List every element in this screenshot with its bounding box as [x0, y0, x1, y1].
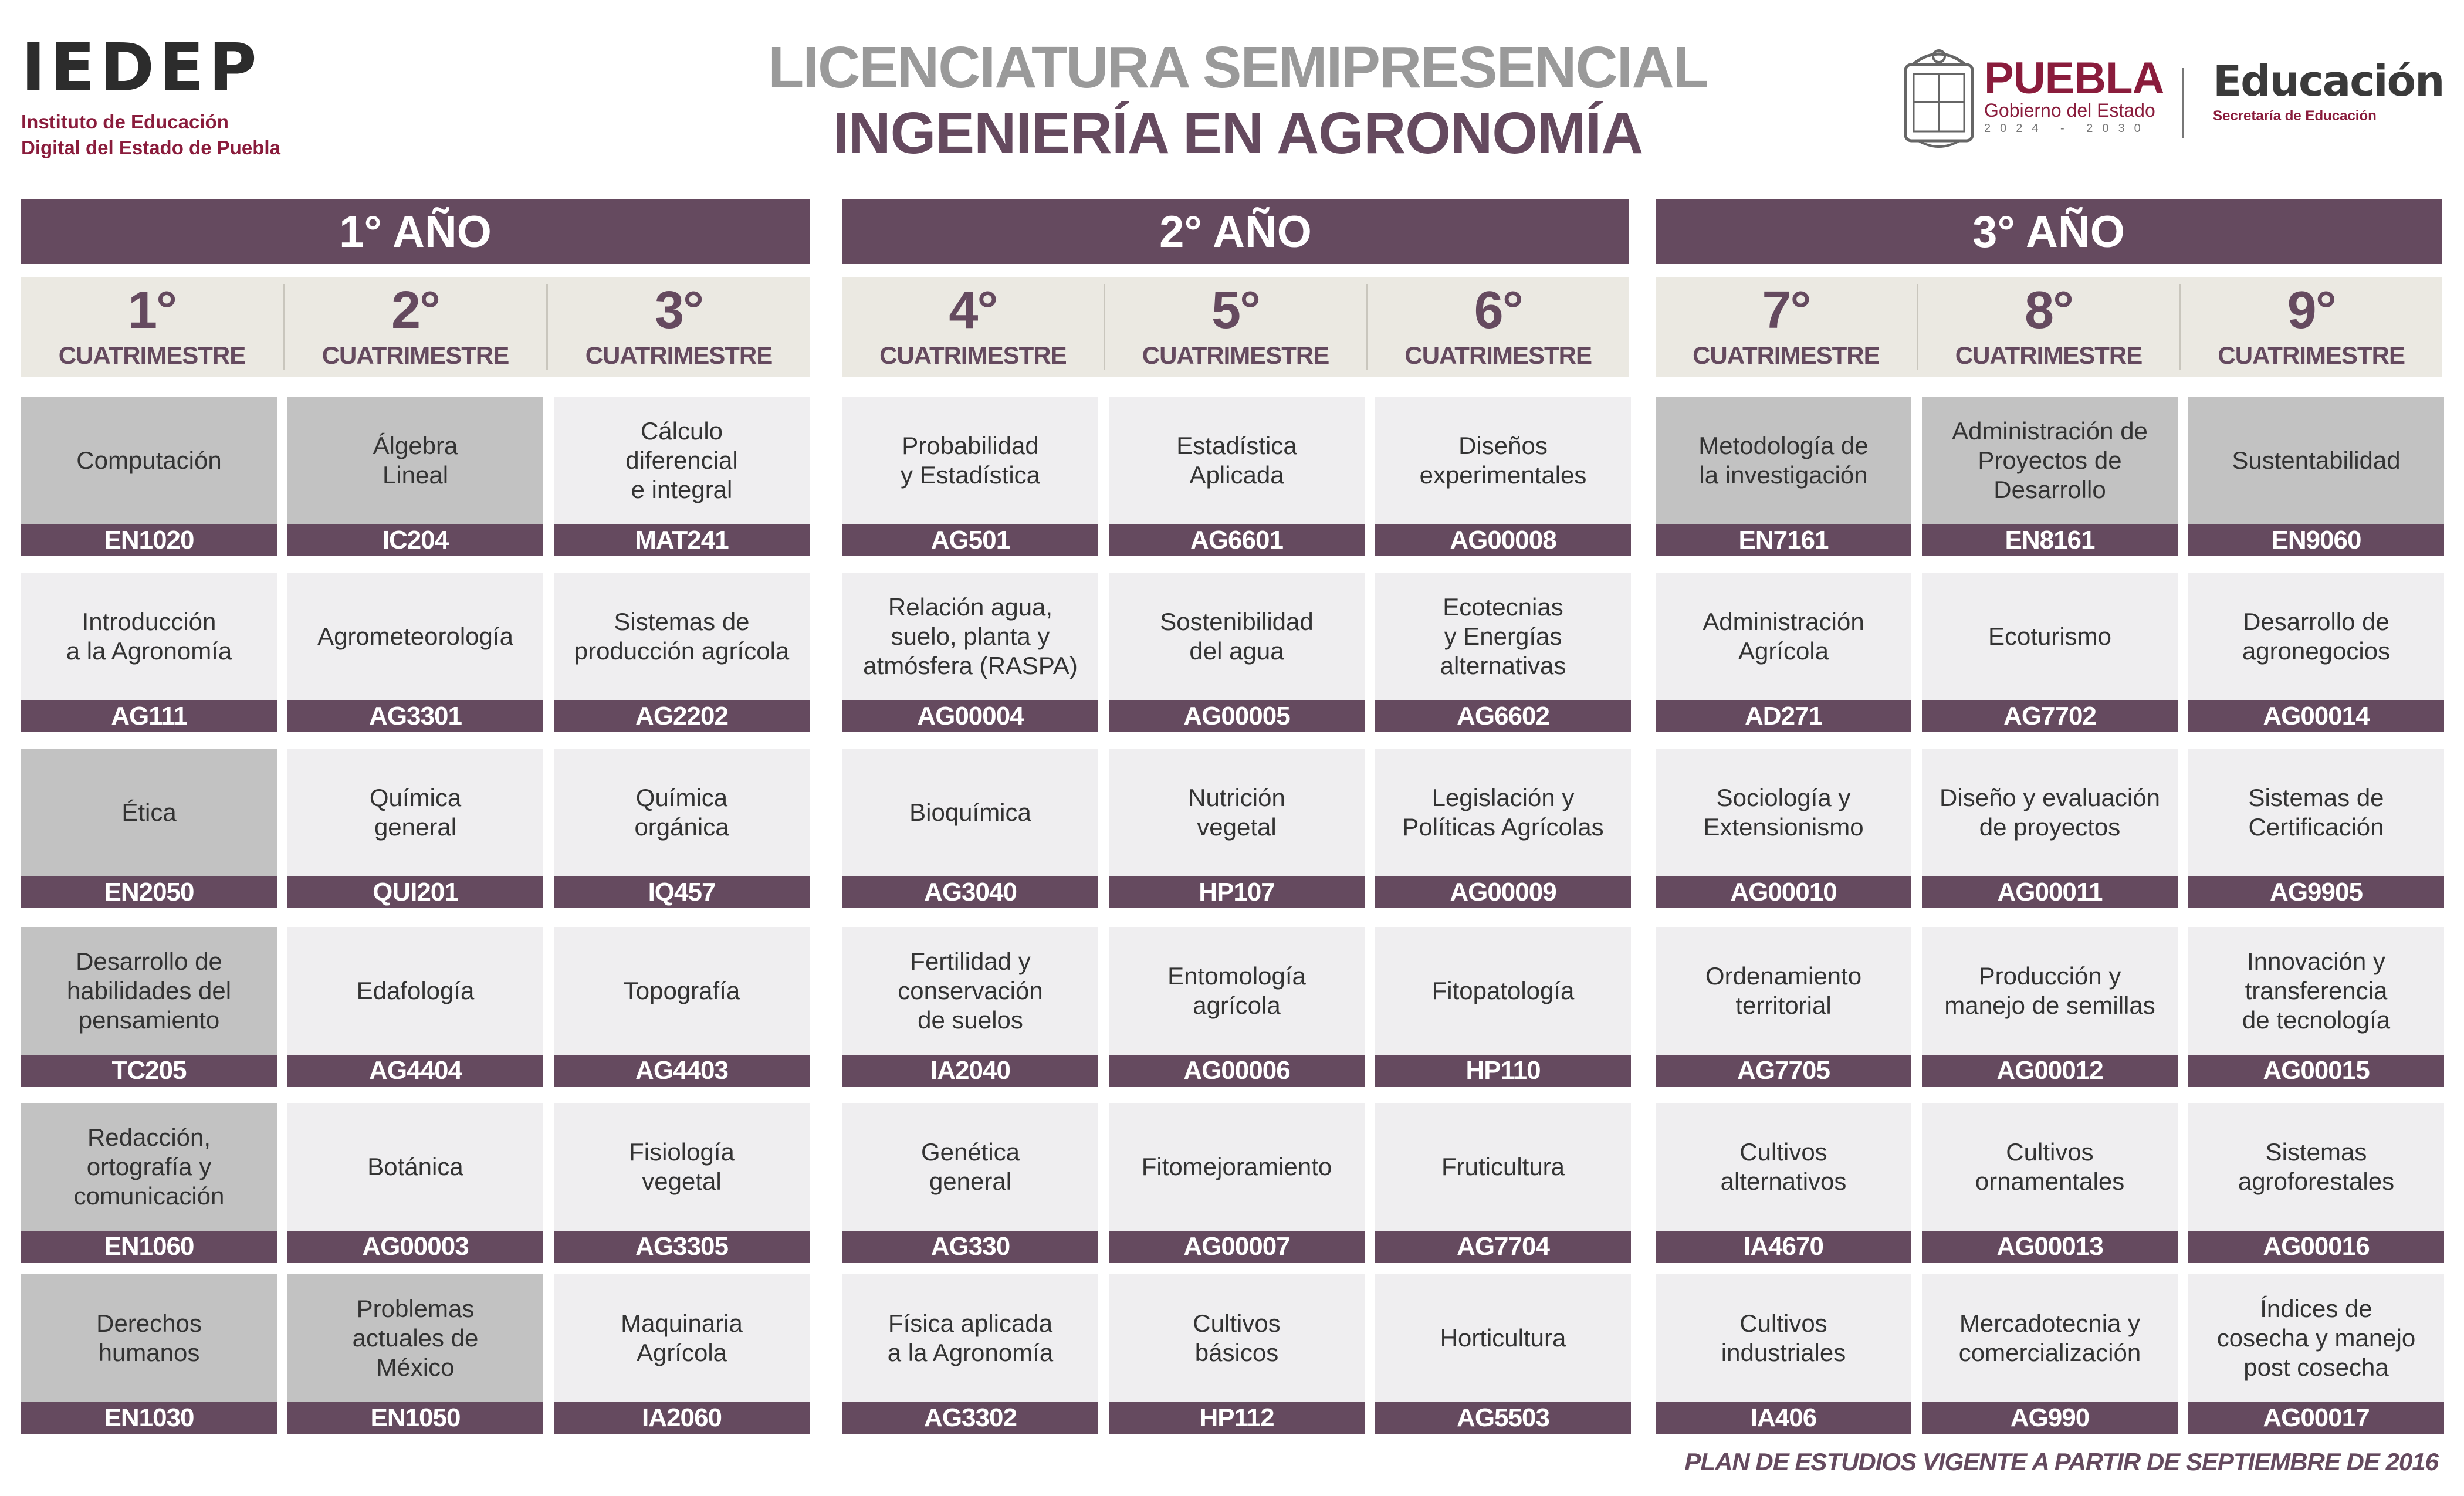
course-code: AG4403: [554, 1055, 810, 1087]
course-code: IA2040: [842, 1055, 1098, 1087]
course-name: Física aplicada a la Agronomía: [842, 1274, 1098, 1402]
course-code: IQ457: [554, 876, 810, 908]
course-name: Fitopatología: [1375, 927, 1631, 1055]
course-card: [842, 1274, 1098, 1434]
course-code: AG00006: [1109, 1055, 1365, 1087]
iedep-brand: IEDEP: [21, 30, 262, 106]
course-card: [842, 573, 1098, 732]
course-name: Entomología agrícola: [1109, 927, 1365, 1055]
gobierno-label: Gobierno del Estado: [1984, 100, 2155, 121]
course-name: Desarrollo de agronegocios: [2188, 573, 2444, 700]
course-card: [2188, 749, 2444, 908]
course-card: [1375, 397, 1631, 556]
course-name: Ecoturismo: [1922, 573, 2178, 700]
course-card: [1109, 397, 1365, 556]
educacion-wordmark: Educación: [2213, 56, 2444, 106]
course-name: Índices de cosecha y manejo post cosecha: [2188, 1274, 2444, 1402]
course-card: [1375, 573, 1631, 732]
course-name: Diseño y evaluación de proyectos: [1922, 749, 2178, 876]
course-code: EN2050: [21, 876, 277, 908]
course-name: Metodología de la investigación: [1656, 397, 1911, 524]
course-card: [1109, 1274, 1365, 1434]
cuatrimestre-label: CUATRIMESTRE: [321, 341, 509, 369]
cuatrimestre-number: 4°: [949, 281, 997, 340]
course-card: [554, 749, 810, 908]
course-card: [554, 397, 810, 556]
course-name: Bioquímica: [842, 749, 1098, 876]
course-code: QUI201: [287, 876, 543, 908]
course-card: [554, 927, 810, 1087]
course-code: EN1020: [21, 524, 277, 556]
course-code: AG6601: [1109, 524, 1365, 556]
course-code: AG330: [842, 1231, 1098, 1263]
course-card: [1922, 1274, 2178, 1434]
course-code: AG6602: [1375, 700, 1631, 732]
course-name: Sostenibilidad del agua: [1109, 573, 1365, 700]
course-code: AG990: [1922, 1402, 2178, 1434]
course-name: Cultivos alternativos: [1656, 1103, 1911, 1231]
course-card: [1109, 1103, 1365, 1263]
course-name: Fertilidad y conservación de suelos: [842, 927, 1098, 1055]
course-name: Genética general: [842, 1103, 1098, 1231]
course-name: Problemas actuales de México: [287, 1274, 543, 1402]
course-card: [287, 927, 543, 1087]
course-name: Derechos humanos: [21, 1274, 277, 1402]
course-code: IC204: [287, 524, 543, 556]
cuatrimestre-band-3: [1656, 277, 2442, 377]
course-card: [1656, 573, 1911, 732]
course-card: [554, 1103, 810, 1263]
course-card: [287, 749, 543, 908]
course-code: IA2060: [554, 1402, 810, 1434]
course-code: AG00010: [1656, 876, 1911, 908]
title-line2: INGENIERÍA EN AGRONOMÍA: [832, 100, 1643, 166]
course-code: EN1030: [21, 1402, 277, 1434]
course-card: [21, 1103, 277, 1263]
cuatrimestre-header: [1104, 281, 1366, 370]
cuatrimestre-label: CUATRIMESTRE: [1693, 341, 1880, 369]
course-name: Cultivos básicos: [1109, 1274, 1365, 1402]
course-code: AG3305: [554, 1231, 810, 1263]
course-name: Desarrollo de habilidades del pensamiento: [21, 927, 277, 1055]
course-card: [1375, 1103, 1631, 1263]
course-card: [554, 1274, 810, 1434]
course-code: EN7161: [1656, 524, 1911, 556]
cuatrimestre-header: [546, 281, 810, 370]
course-code: AG00008: [1375, 524, 1631, 556]
gov-years: 2024 - 2030: [1984, 122, 2150, 135]
course-code: HP110: [1375, 1055, 1631, 1087]
course-name: Botánica: [287, 1103, 543, 1231]
course-card: [21, 1274, 277, 1434]
course-name: Redacción, ortografía y comunicación: [21, 1103, 277, 1231]
course-code: AG00005: [1109, 700, 1365, 732]
course-card: [2188, 927, 2444, 1087]
course-card: [1656, 927, 1911, 1087]
course-name: Nutrición vegetal: [1109, 749, 1365, 876]
cuatrimestre-label: CUATRIMESTRE: [1404, 341, 1592, 369]
course-card: [2188, 397, 2444, 556]
title-line1: LICENCIATURA SEMIPRESENCIAL: [768, 35, 1708, 100]
year-band-3: 3° AÑO: [1656, 199, 2442, 264]
course-card: [1109, 927, 1365, 1087]
course-name: Legislación y Políticas Agrícolas: [1375, 749, 1631, 876]
course-name: Producción y manejo de semillas: [1922, 927, 2178, 1055]
course-name: Ecotecnias y Energías alternativas: [1375, 573, 1631, 700]
course-name: Química general: [287, 749, 543, 876]
course-code: EN1050: [287, 1402, 543, 1434]
course-code: AG00012: [1922, 1055, 2178, 1087]
course-code: AG00015: [2188, 1055, 2444, 1087]
course-name: Computación: [21, 397, 277, 524]
course-card: [1922, 749, 2178, 908]
course-name: Sustentabilidad: [2188, 397, 2444, 524]
course-code: AG00004: [842, 700, 1098, 732]
cuatrimestre-header: [21, 281, 283, 370]
course-code: AG2202: [554, 700, 810, 732]
cuatrimestre-label: CUATRIMESTRE: [1142, 341, 1329, 369]
cuatrimestre-header: [1917, 281, 2179, 370]
course-card: [1375, 749, 1631, 908]
course-name: Cálculo diferencial e integral: [554, 397, 810, 524]
course-name: Cultivos ornamentales: [1922, 1103, 2178, 1231]
course-card: [287, 1274, 543, 1434]
course-code: AD271: [1656, 700, 1911, 732]
course-name: Maquinaria Agrícola: [554, 1274, 810, 1402]
course-card: [1109, 749, 1365, 908]
course-name: Diseños experimentales: [1375, 397, 1631, 524]
government-logos: [1901, 39, 2452, 156]
course-card: [2188, 1274, 2444, 1434]
course-code: AG9905: [2188, 876, 2444, 908]
course-code: AG00011: [1922, 876, 2178, 908]
course-code: HP107: [1109, 876, 1365, 908]
course-card: [1375, 1274, 1631, 1434]
course-name: Horticultura: [1375, 1274, 1631, 1402]
logo-divider: [2182, 68, 2184, 138]
course-name: Sistemas de producción agrícola: [554, 573, 810, 700]
course-code: IA406: [1656, 1402, 1911, 1434]
cuatrimestre-band-1: [21, 277, 810, 377]
puebla-seal-icon: [1901, 43, 1977, 153]
course-name: Química orgánica: [554, 749, 810, 876]
course-code: AG111: [21, 700, 277, 732]
course-code: AG00007: [1109, 1231, 1365, 1263]
course-name: Álgebra Lineal: [287, 397, 543, 524]
course-card: [2188, 1103, 2444, 1263]
course-name: Agrometeorología: [287, 573, 543, 700]
year-band-2: 2° AÑO: [842, 199, 1629, 264]
course-code: AG00013: [1922, 1231, 2178, 1263]
course-code: AG7705: [1656, 1055, 1911, 1087]
cuatrimestre-number: 9°: [2287, 281, 2336, 340]
course-card: [21, 573, 277, 732]
course-card: [21, 749, 277, 908]
course-code: AG3302: [842, 1402, 1098, 1434]
course-card: [21, 397, 277, 556]
course-name: Probabilidad y Estadística: [842, 397, 1098, 524]
cuatrimestre-number: 6°: [1474, 281, 1522, 340]
course-code: AG4404: [287, 1055, 543, 1087]
course-card: [1922, 397, 2178, 556]
course-name: Sistemas de Certificación: [2188, 749, 2444, 876]
course-name: Introducción a la Agronomía: [21, 573, 277, 700]
course-name: Administración Agrícola: [1656, 573, 1911, 700]
course-card: [287, 397, 543, 556]
course-code: EN1060: [21, 1231, 277, 1263]
iedep-logo: [21, 30, 280, 161]
course-name: Edafología: [287, 927, 543, 1055]
cuatrimestre-label: CUATRIMESTRE: [58, 341, 246, 369]
course-code: IA4670: [1656, 1231, 1911, 1263]
course-name: Sistemas agroforestales: [2188, 1103, 2444, 1231]
course-card: [1922, 573, 2178, 732]
course-card: [1656, 1103, 1911, 1263]
course-card: [842, 927, 1098, 1087]
course-card: [1375, 927, 1631, 1087]
course-card: [1656, 397, 1911, 556]
course-card: [2188, 573, 2444, 732]
cuatrimestre-number: 5°: [1211, 281, 1260, 340]
cuatrimestre-number: 8°: [2024, 281, 2073, 340]
secretaria-label: Secretaría de Educación: [2213, 108, 2377, 124]
cuatrimestre-number: 3°: [654, 281, 703, 340]
cuatrimestre-header: [1656, 281, 1917, 370]
course-card: [842, 397, 1098, 556]
cuatrimestre-label: CUATRIMESTRE: [585, 341, 773, 369]
course-code: AG00017: [2188, 1402, 2444, 1434]
course-code: AG7702: [1922, 700, 2178, 732]
cuatrimestre-label: CUATRIMESTRE: [1955, 341, 2143, 369]
course-name: Fisiología vegetal: [554, 1103, 810, 1231]
course-code: AG5503: [1375, 1402, 1631, 1434]
course-name: Sociología y Extensionismo: [1656, 749, 1911, 876]
course-code: EN9060: [2188, 524, 2444, 556]
course-card: [1109, 573, 1365, 732]
course-card: [287, 1103, 543, 1263]
cuatrimestre-band-2: [842, 277, 1629, 377]
course-name: Innovación y transferencia de tecnología: [2188, 927, 2444, 1055]
course-code: AG00009: [1375, 876, 1631, 908]
course-card: [554, 573, 810, 732]
course-code: AG3040: [842, 876, 1098, 908]
course-code: AG00014: [2188, 700, 2444, 732]
course-code: AG00016: [2188, 1231, 2444, 1263]
course-name: Ordenamiento territorial: [1656, 927, 1911, 1055]
course-code: HP112: [1109, 1402, 1365, 1434]
course-name: Fitomejoramiento: [1109, 1103, 1365, 1231]
cuatrimestre-number: 1°: [127, 281, 177, 340]
cuatrimestre-label: CUATRIMESTRE: [879, 341, 1067, 369]
course-name: Cultivos industriales: [1656, 1274, 1911, 1402]
course-code: EN8161: [1922, 524, 2178, 556]
course-code: MAT241: [554, 524, 810, 556]
course-code: AG7704: [1375, 1231, 1631, 1263]
plan-footer: PLAN DE ESTUDIOS VIGENTE A PARTIR DE SEPTIEMBRE DE 2016: [1684, 1448, 2438, 1475]
course-card: [842, 1103, 1098, 1263]
course-code: AG00003: [287, 1231, 543, 1263]
year-band-1: 1° AÑO: [21, 199, 810, 264]
course-name: Ética: [21, 749, 277, 876]
cuatrimestre-number: 7°: [1762, 281, 1810, 340]
course-card: [1656, 1274, 1911, 1434]
course-name: Topografía: [554, 927, 810, 1055]
cuatrimestre-header: [283, 281, 546, 370]
iedep-line1: Instituto de Educación: [21, 111, 229, 133]
cuatrimestre-label: CUATRIMESTRE: [2218, 341, 2405, 369]
course-name: Estadística Aplicada: [1109, 397, 1365, 524]
cuatrimestre-header: [2179, 281, 2442, 370]
iedep-line2: Digital del Estado de Puebla: [21, 137, 280, 158]
course-code: TC205: [21, 1055, 277, 1087]
course-code: AG3301: [287, 700, 543, 732]
puebla-wordmark: PUEBLA: [1984, 53, 2164, 103]
course-name: Mercadotecnia y comercialización: [1922, 1274, 2178, 1402]
course-name: Fruticultura: [1375, 1103, 1631, 1231]
course-name: Relación agua, suelo, planta y atmósfera (RASPA): [842, 573, 1098, 700]
cuatrimestre-number: 2°: [391, 281, 440, 340]
course-card: [842, 749, 1098, 908]
course-card: [287, 573, 543, 732]
course-card: [1922, 927, 2178, 1087]
course-name: Administración de Proyectos de Desarrollo: [1922, 397, 2178, 524]
course-card: [1922, 1103, 2178, 1263]
cuatrimestre-header: [842, 281, 1104, 370]
cuatrimestre-header: [1366, 281, 1629, 370]
course-card: [21, 927, 277, 1087]
course-code: AG501: [842, 524, 1098, 556]
course-card: [1656, 749, 1911, 908]
